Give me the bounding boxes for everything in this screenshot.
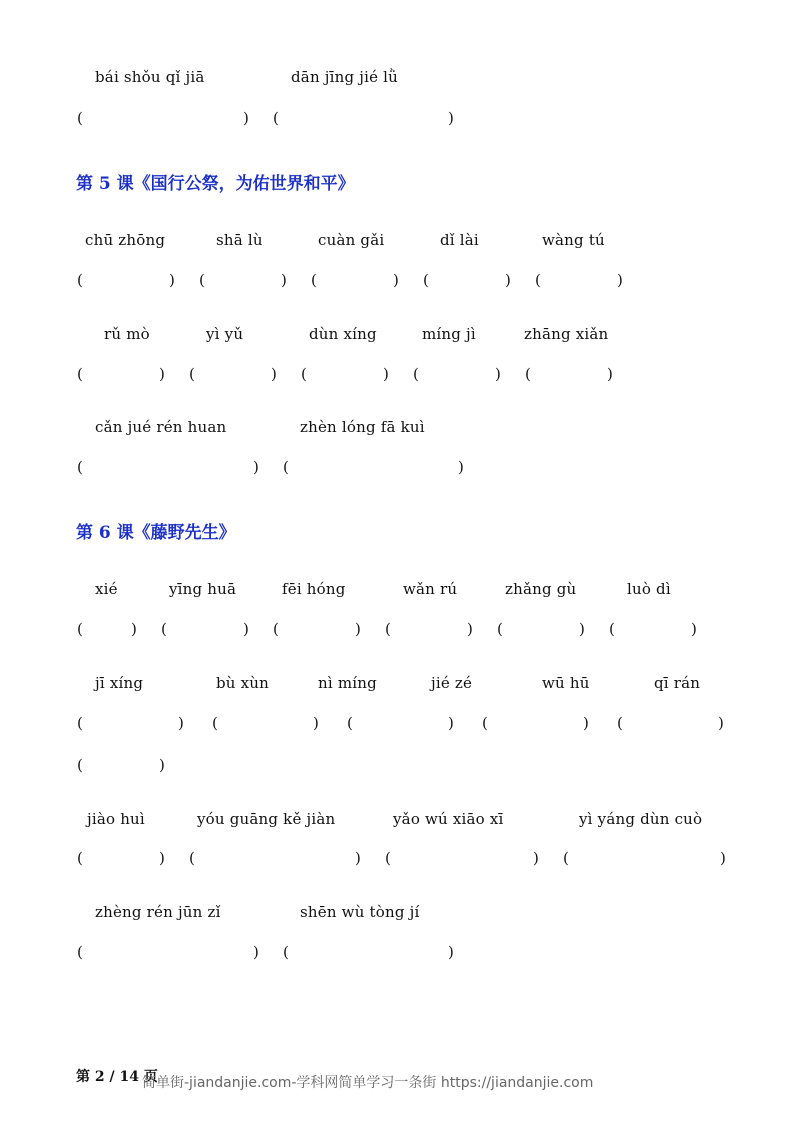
bracket-open: (	[497, 620, 503, 638]
pinyin-row	[0, 418, 793, 438]
pinyin-word: chū zhōng	[85, 231, 166, 249]
bracket-open: (	[77, 365, 83, 383]
lesson-5-heading: 第 5 课《国行公祭，为佑世界和平》	[76, 174, 355, 194]
bracket-close: )	[505, 271, 511, 289]
bracket-close: )	[281, 271, 287, 289]
bracket-close: )	[253, 943, 259, 961]
pinyin-word: yì yǔ	[206, 325, 244, 343]
pinyin-word: cuàn gǎi	[318, 231, 385, 249]
bracket-open: (	[563, 849, 569, 867]
pinyin-word: míng jì	[422, 325, 476, 343]
pinyin-row	[0, 580, 793, 600]
bracket-open: (	[212, 714, 218, 732]
pinyin-word: shēn wù tòng jí	[300, 903, 420, 921]
pinyin-word: zhāng xiǎn	[524, 325, 609, 343]
bracket-close: )	[243, 109, 249, 127]
bracket-close: )	[159, 365, 165, 383]
bracket-open: (	[311, 271, 317, 289]
pinyin-word: dùn xíng	[309, 325, 377, 343]
bracket-open: (	[423, 271, 429, 289]
bracket-close: )	[718, 714, 724, 732]
bracket-open: (	[413, 365, 419, 383]
watermark-text: 简单街-jiandanjie.com-学科网简单学习一条街 https://jiandanjie.com	[142, 1075, 594, 1091]
pinyin-word: nì míng	[318, 674, 377, 692]
bracket-open: (	[283, 458, 289, 476]
bracket-open: (	[77, 271, 83, 289]
pinyin-word: xié	[95, 580, 118, 598]
pinyin-row	[0, 68, 793, 88]
page-number: 第 2 / 14 页	[76, 1069, 158, 1085]
answer-blank-row	[0, 756, 793, 776]
answer-blank-row	[0, 271, 793, 291]
bracket-close: )	[313, 714, 319, 732]
pinyin-row	[0, 903, 793, 923]
pinyin-word: yǎo wú xiāo xī	[393, 810, 504, 828]
bracket-open: (	[385, 620, 391, 638]
bracket-close: )	[393, 271, 399, 289]
bracket-open: (	[77, 714, 83, 732]
pinyin-word: zhèng rén jūn zǐ	[95, 903, 221, 921]
bracket-close: )	[253, 458, 259, 476]
bracket-close: )	[458, 458, 464, 476]
pinyin-word: wàng tú	[542, 231, 605, 249]
bracket-open: (	[77, 109, 83, 127]
bracket-open: (	[609, 620, 615, 638]
pinyin-word: jiào huì	[87, 810, 145, 828]
pinyin-word: yì yáng dùn cuò	[579, 810, 703, 828]
pinyin-word: wū hū	[542, 674, 590, 692]
bracket-open: (	[161, 620, 167, 638]
pinyin-row	[0, 325, 793, 345]
bracket-open: (	[301, 365, 307, 383]
pinyin-word: shā lù	[216, 231, 263, 249]
bracket-open: (	[189, 365, 195, 383]
answer-blank-row	[0, 849, 793, 869]
bracket-close: )	[159, 849, 165, 867]
pinyin-word: luò dì	[627, 580, 671, 598]
bracket-close: )	[467, 620, 473, 638]
pinyin-word: zhǎng gù	[505, 580, 577, 598]
bracket-close: )	[720, 849, 726, 867]
answer-blank-row	[0, 943, 793, 963]
pinyin-word: dān jīng jié lǜ	[291, 68, 399, 86]
pinyin-word: yóu guāng kě jiàn	[197, 810, 336, 828]
pinyin-word: wǎn rú	[403, 580, 458, 598]
answer-blank-row	[0, 620, 793, 640]
bracket-close: )	[178, 714, 184, 732]
bracket-close: )	[159, 756, 165, 774]
bracket-open: (	[273, 109, 279, 127]
bracket-close: )	[169, 271, 175, 289]
bracket-open: (	[482, 714, 488, 732]
answer-blank-row	[0, 458, 793, 478]
pinyin-word: rǔ mò	[104, 325, 150, 343]
pinyin-word: jié zé	[431, 674, 473, 692]
bracket-close: )	[355, 620, 361, 638]
pinyin-row	[0, 810, 793, 830]
bracket-close: )	[448, 714, 454, 732]
bracket-close: )	[243, 620, 249, 638]
answer-blank-row	[0, 714, 793, 734]
bracket-open: (	[535, 271, 541, 289]
pinyin-row	[0, 231, 793, 251]
bracket-close: )	[495, 365, 501, 383]
bracket-open: (	[525, 365, 531, 383]
bracket-close: )	[271, 365, 277, 383]
bracket-close: )	[579, 620, 585, 638]
bracket-open: (	[77, 620, 83, 638]
bracket-open: (	[77, 849, 83, 867]
pinyin-word: cǎn jué rén huan	[95, 418, 227, 436]
bracket-open: (	[77, 756, 83, 774]
pinyin-word: bù xùn	[216, 674, 270, 692]
bracket-close: )	[383, 365, 389, 383]
bracket-open: (	[77, 458, 83, 476]
bracket-close: )	[617, 271, 623, 289]
pinyin-word: fēi hóng	[282, 580, 346, 598]
bracket-close: )	[533, 849, 539, 867]
bracket-open: (	[189, 849, 195, 867]
bracket-open: (	[283, 943, 289, 961]
pinyin-word: bái shǒu qǐ jiā	[95, 68, 205, 86]
bracket-close: )	[355, 849, 361, 867]
bracket-open: (	[347, 714, 353, 732]
bracket-close: )	[583, 714, 589, 732]
pinyin-word: dǐ lài	[440, 231, 479, 249]
pinyin-word: jī xíng	[95, 674, 144, 692]
pinyin-word: zhèn lóng fā kuì	[300, 418, 425, 436]
bracket-open: (	[77, 943, 83, 961]
bracket-close: )	[131, 620, 137, 638]
lesson-6-heading: 第 6 课《藤野先生》	[76, 523, 236, 543]
answer-blank-row	[0, 109, 793, 129]
pinyin-row	[0, 674, 793, 694]
bracket-open: (	[617, 714, 623, 732]
bracket-open: (	[385, 849, 391, 867]
bracket-close: )	[691, 620, 697, 638]
bracket-open: (	[273, 620, 279, 638]
bracket-close: )	[448, 943, 454, 961]
bracket-open: (	[199, 271, 205, 289]
pinyin-word: yīng huā	[169, 580, 237, 598]
answer-blank-row	[0, 365, 793, 385]
pinyin-word: qī rán	[654, 674, 701, 692]
bracket-close: )	[448, 109, 454, 127]
bracket-close: )	[607, 365, 613, 383]
